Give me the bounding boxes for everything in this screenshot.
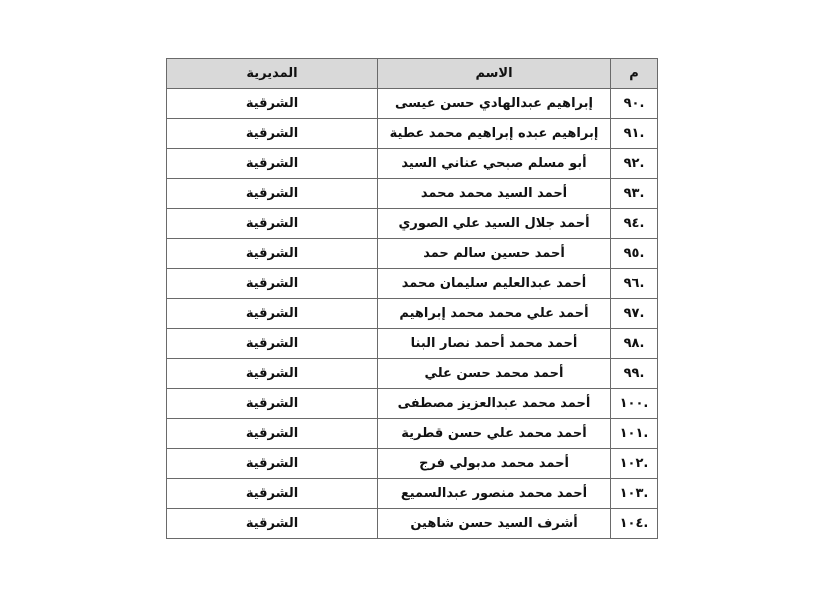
name-cell: أشرف السيد حسن شاهين — [378, 509, 611, 539]
name-cell: أحمد محمد مدبولي فرج — [378, 449, 611, 479]
row-number-cell: ٩٢. — [611, 149, 658, 179]
directorate-cell: الشرقية — [167, 89, 378, 119]
table-row — [167, 119, 658, 149]
name-cell: أحمد محمد حسن علي — [378, 359, 611, 389]
directorate-cell: الشرقية — [167, 419, 378, 449]
directorate-cell: الشرقية — [167, 119, 378, 149]
directorate-cell: الشرقية — [167, 209, 378, 239]
row-number-cell: ١٠٣. — [611, 479, 658, 509]
directorate-cell: الشرقية — [167, 149, 378, 179]
header-number: م — [611, 59, 658, 89]
row-number-cell: ٩٨. — [611, 329, 658, 359]
header-directorate: المديرية — [167, 59, 378, 89]
row-number-cell: ٩٥. — [611, 239, 658, 269]
name-cell: أحمد محمد منصور عبدالسميع — [378, 479, 611, 509]
row-number-cell: ١٠١. — [611, 419, 658, 449]
table-row — [167, 89, 658, 119]
header-row — [167, 59, 658, 89]
table-row — [167, 479, 658, 509]
row-number-cell: ٩٠. — [611, 89, 658, 119]
table-row — [167, 359, 658, 389]
table-row — [167, 239, 658, 269]
directorate-cell: الشرقية — [167, 269, 378, 299]
row-number-cell: ٩٣. — [611, 179, 658, 209]
name-cell: أحمد محمد أحمد نصار البنا — [378, 329, 611, 359]
directorate-cell: الشرقية — [167, 329, 378, 359]
name-cell: أحمد علي محمد محمد إبراهيم — [378, 299, 611, 329]
row-number-cell: ١٠٤. — [611, 509, 658, 539]
directorate-cell: الشرقية — [167, 239, 378, 269]
table-row — [167, 449, 658, 479]
directorate-cell: الشرقية — [167, 479, 378, 509]
directorate-cell: الشرقية — [167, 179, 378, 209]
row-number-cell: ٩٦. — [611, 269, 658, 299]
table-row — [167, 509, 658, 539]
table-row — [167, 209, 658, 239]
name-cell: إبراهيم عبدالهادي حسن عيسى — [378, 89, 611, 119]
name-cell: أحمد عبدالعليم سليمان محمد — [378, 269, 611, 299]
name-cell: إبراهيم عبده إبراهيم محمد عطية — [378, 119, 611, 149]
directorate-cell: الشرقية — [167, 449, 378, 479]
name-cell: أبو مسلم صبحي عناني السيد — [378, 149, 611, 179]
directorate-cell: الشرقية — [167, 299, 378, 329]
row-number-cell: ١٠٠. — [611, 389, 658, 419]
name-cell: أحمد محمد علي حسن قطرية — [378, 419, 611, 449]
row-number-cell: ٩٤. — [611, 209, 658, 239]
name-cell: أحمد حسين سالم حمد — [378, 239, 611, 269]
directorate-cell: الشرقية — [167, 389, 378, 419]
row-number-cell: ٩٩. — [611, 359, 658, 389]
header-name: الاسم — [378, 59, 611, 89]
name-cell: أحمد السيد محمد محمد — [378, 179, 611, 209]
table-row — [167, 269, 658, 299]
directorate-cell: الشرقية — [167, 509, 378, 539]
table-header — [167, 59, 658, 89]
name-cell: أحمد محمد عبدالعزيز مصطفى — [378, 389, 611, 419]
row-number-cell: ٩١. — [611, 119, 658, 149]
names-table-container — [166, 58, 657, 539]
names-table — [166, 58, 658, 539]
table-row — [167, 149, 658, 179]
table-row — [167, 419, 658, 449]
row-number-cell: ١٠٢. — [611, 449, 658, 479]
table-row — [167, 179, 658, 209]
table-row — [167, 389, 658, 419]
table-row — [167, 299, 658, 329]
row-number-cell: ٩٧. — [611, 299, 658, 329]
table-row — [167, 329, 658, 359]
table-body — [167, 89, 658, 539]
name-cell: أحمد جلال السيد علي الصوري — [378, 209, 611, 239]
directorate-cell: الشرقية — [167, 359, 378, 389]
